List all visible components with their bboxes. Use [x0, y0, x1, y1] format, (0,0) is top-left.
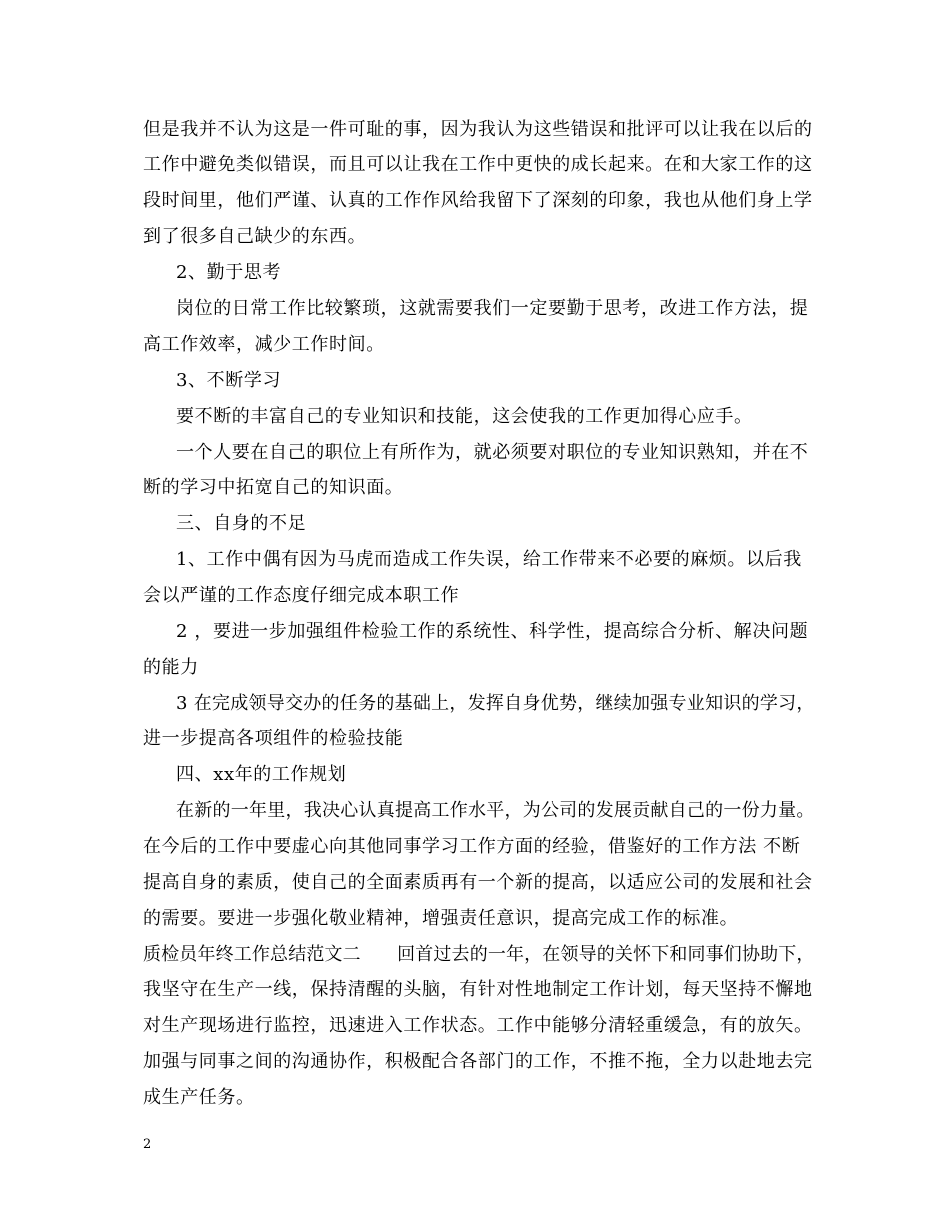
body-text-line: 岗位的日常工作比较繁琐，这就需要我们一定要勤于思考，改进工作方法，提 [176, 298, 809, 319]
body-text-line: 的需要。要进一步强化敬业精神，增强责任意识，提高完成工作的标准。 [143, 908, 739, 929]
body-text-line: 1、工作中偶有因为马虎而造成工作失误，给工作带来不必要的麻烦。以后我 [176, 549, 802, 570]
body-text-line: 但是我并不认为这是一件可耻的事，因为我认为这些错误和批评可以让我在以后的 [143, 119, 813, 140]
body-text-line: 会以严谨的工作态度仔细完成本职工作 [143, 585, 460, 606]
section-heading: 2、勤于思考 [176, 262, 282, 283]
body-text-line: 的能力 [143, 657, 199, 678]
body-text-line: 我坚守在生产一线，保持清醒的头脑，有针对性地制定工作计划，每天坚持不懈地 [143, 979, 813, 1000]
body-text-line: 质检员年终工作总结范文二 回首过去的一年，在领导的关怀下和同事们协助下， [143, 944, 815, 965]
body-text-line: 段时间里，他们严谨、认真的工作作风给我留下了深刻的印象，我也从他们身上学 [143, 190, 813, 211]
page-number: 2 [143, 1137, 152, 1152]
body-text-line: 高工作效率，减少工作时间。 [143, 334, 385, 355]
body-text-line: 成生产任务。 [143, 1087, 255, 1108]
section-heading: 四、xx年的工作规划 [176, 764, 347, 785]
body-text-line: 工作中避免类似错误，而且可以让我在工作中更快的成长起来。在和大家工作的这 [143, 154, 813, 175]
section-heading: 3、不断学习 [176, 370, 282, 391]
body-text-line: 进一步提高各项组件的检验技能 [143, 728, 404, 749]
body-text-line: 对生产现场进行监控，迅速进入工作状态。工作中能够分清轻重缓急，有的放矢。 [143, 1015, 813, 1036]
body-text-line: 在新的一年里，我决心认真提高工作水平，为公司的发展贡献自己的一份力量。 [176, 800, 815, 821]
body-text-line: 一个人要在自己的职位上有所作为，就必须要对职位的专业知识熟知，并在不 [176, 442, 809, 463]
body-text-line: 提高自身的素质，使自己的全面素质再有一个新的提高，以适应公司的发展和社会 [143, 872, 813, 893]
body-text-line: 要不断的丰富自己的专业知识和技能，这会使我的工作更加得心应手。 [176, 406, 753, 427]
body-text-line: 加强与同事之间的沟通协作，积极配合各部门的工作，不推不拖，全力以赴地去完 [143, 1051, 813, 1072]
body-text-line: 3 在完成领导交办的任务的基础上，发挥自身优势，继续加强专业知识的学习， [176, 693, 815, 714]
body-text-line: 2 ，要进一步加强组件检验工作的系统性、科学性，提高综合分析、解决问题 [176, 621, 809, 642]
body-text-line: 到了很多自己缺少的东西。 [143, 226, 367, 247]
body-text-line: 在今后的工作中要虚心向其他同事学习工作方面的经验，借鉴好的工作方法 不断 [143, 836, 801, 857]
body-text-line: 断的学习中拓宽自己的知识面。 [143, 477, 404, 498]
section-heading: 三、自身的不足 [176, 513, 307, 534]
